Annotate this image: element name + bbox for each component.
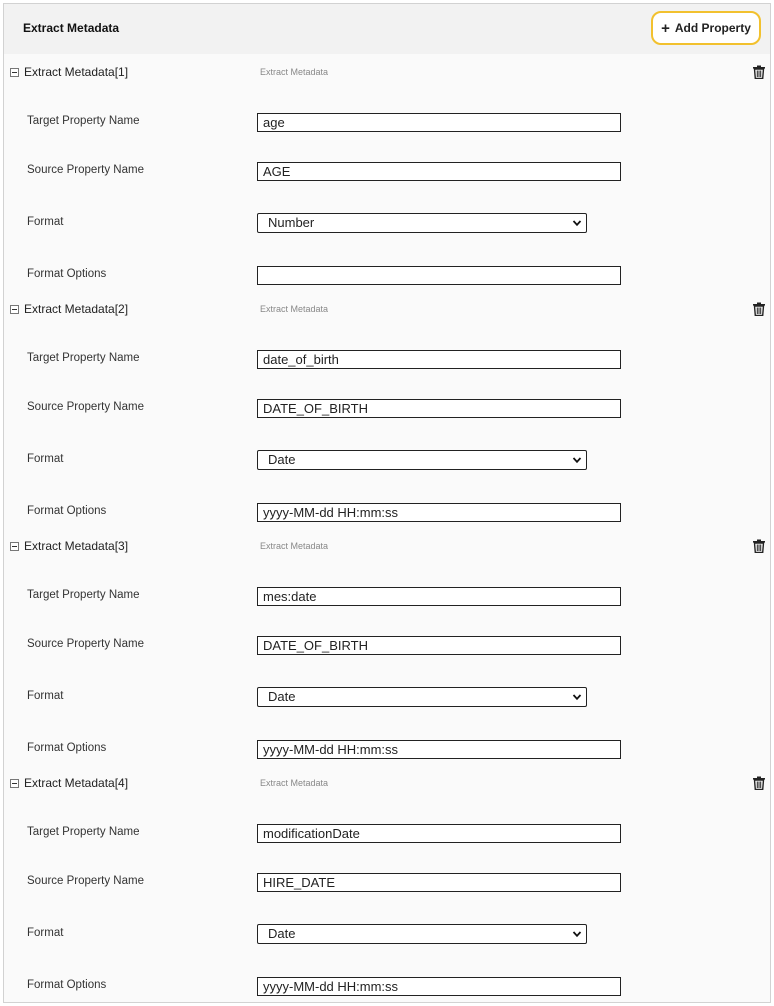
panel-title: Extract Metadata — [23, 21, 120, 35]
format-options-input[interactable]: yyyy-MM-dd HH:mm:ss — [257, 977, 621, 996]
trash-icon[interactable] — [752, 539, 766, 553]
group-title: Extract Metadata[1] — [24, 65, 129, 79]
chevron-down-icon — [572, 218, 582, 228]
source-property-input[interactable]: DATE_OF_BIRTH — [257, 399, 621, 418]
group-subtitle: Extract Metadata — [260, 67, 329, 77]
target-property-input[interactable]: age — [257, 113, 621, 132]
format-label: Format — [27, 690, 64, 702]
format-select[interactable] — [257, 924, 587, 944]
format-select-value: Date — [268, 926, 296, 941]
group-title: Extract Metadata[4] — [24, 776, 129, 790]
panel-header — [4, 4, 770, 54]
group-title: Extract Metadata[2] — [24, 302, 129, 316]
target-property-label: Target Property Name — [27, 826, 140, 838]
format-options-label: Format Options — [27, 979, 107, 991]
source-property-label: Source Property Name — [27, 164, 144, 176]
extract-metadata-panel — [3, 3, 771, 1003]
target-property-input[interactable]: mes:date — [257, 587, 621, 606]
source-property-input[interactable]: DATE_OF_BIRTH — [257, 636, 621, 655]
chevron-down-icon — [572, 455, 582, 465]
format-label: Format — [27, 216, 64, 228]
format-select-value: Date — [268, 452, 296, 467]
trash-icon[interactable] — [752, 776, 766, 790]
format-label: Format — [27, 927, 64, 939]
collapse-icon[interactable] — [10, 779, 19, 788]
source-property-label: Source Property Name — [27, 875, 144, 887]
extract-metadata-group-1 — [4, 60, 770, 297]
group-subtitle: Extract Metadata — [260, 304, 329, 314]
source-property-label: Source Property Name — [27, 638, 144, 650]
plus-icon: + — [661, 19, 670, 37]
format-select[interactable] — [257, 450, 587, 470]
extract-metadata-group-3 — [4, 534, 770, 771]
trash-icon[interactable] — [752, 65, 766, 79]
group-subtitle: Extract Metadata — [260, 778, 329, 788]
extract-metadata-group-2 — [4, 297, 770, 534]
add-property-label: Add Property — [674, 21, 751, 35]
target-property-label: Target Property Name — [27, 115, 140, 127]
format-options-input[interactable]: yyyy-MM-dd HH:mm:ss — [257, 503, 621, 522]
collapse-icon[interactable] — [10, 305, 19, 314]
extract-metadata-group-4 — [4, 771, 770, 1003]
target-property-label: Target Property Name — [27, 352, 140, 364]
format-select-value: Date — [268, 689, 296, 704]
format-select-value: Number — [268, 215, 315, 230]
chevron-down-icon — [572, 929, 582, 939]
chevron-down-icon — [572, 692, 582, 702]
collapse-icon[interactable] — [10, 68, 19, 77]
format-label: Format — [27, 453, 64, 465]
group-subtitle: Extract Metadata — [260, 541, 329, 551]
group-header — [4, 534, 770, 556]
source-property-input[interactable]: AGE — [257, 162, 621, 181]
group-header — [4, 60, 770, 82]
group-header — [4, 771, 770, 793]
format-select[interactable] — [257, 687, 587, 707]
trash-icon[interactable] — [752, 302, 766, 316]
target-property-input[interactable]: date_of_birth — [257, 350, 621, 369]
group-header — [4, 297, 770, 319]
format-select[interactable] — [257, 213, 587, 233]
collapse-icon[interactable] — [10, 542, 19, 551]
format-options-input[interactable] — [257, 266, 621, 285]
target-property-input[interactable]: modificationDate — [257, 824, 621, 843]
source-property-input[interactable]: HIRE_DATE — [257, 873, 621, 892]
group-title: Extract Metadata[3] — [24, 539, 129, 553]
format-options-label: Format Options — [27, 742, 107, 754]
target-property-label: Target Property Name — [27, 589, 140, 601]
add-property-button[interactable] — [651, 11, 761, 45]
format-options-label: Format Options — [27, 268, 107, 280]
format-options-label: Format Options — [27, 505, 107, 517]
source-property-label: Source Property Name — [27, 401, 144, 413]
format-options-input[interactable]: yyyy-MM-dd HH:mm:ss — [257, 740, 621, 759]
